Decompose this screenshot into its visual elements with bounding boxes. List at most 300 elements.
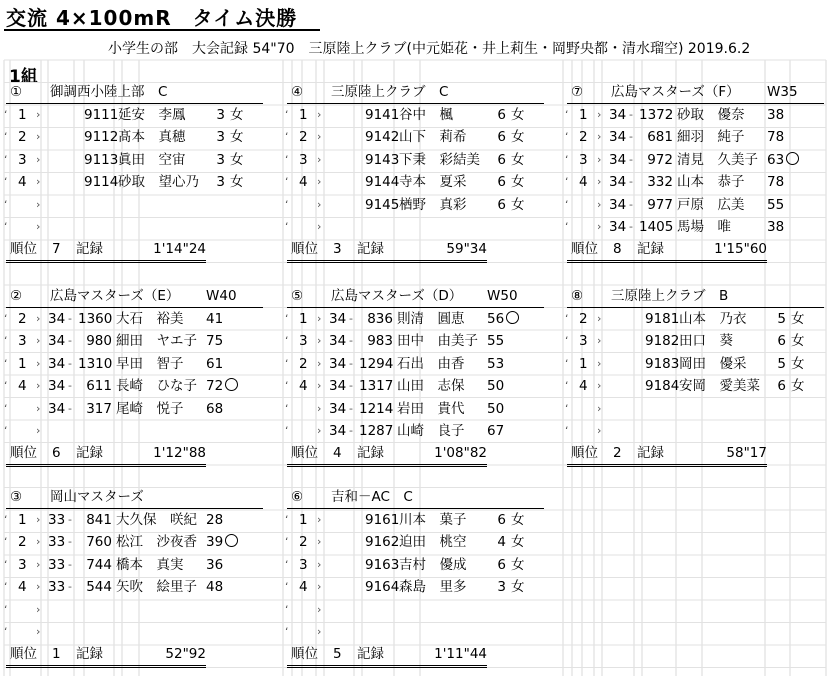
runner-grade: 6: [497, 151, 506, 168]
row-tick: ʻ: [285, 175, 289, 188]
row-tick: ʻ: [285, 334, 289, 347]
rank-label: 順位: [291, 645, 318, 662]
runner-order: 1: [18, 511, 27, 528]
row-tick: -: [629, 175, 633, 188]
runner-bib: 681: [647, 129, 673, 145]
row-tick: ›: [317, 557, 322, 571]
row-tick: -: [349, 424, 353, 437]
runner-name: 砂取 望心乃: [118, 174, 199, 190]
runner-order: 3: [299, 151, 308, 168]
record-time: 52"92: [165, 645, 206, 662]
result-double-underline: [567, 260, 767, 263]
runner-name: 砂取 優奈: [677, 106, 745, 123]
row-tick: ›: [317, 311, 322, 325]
row-tick: ›: [36, 602, 41, 616]
row-tick: ʻ: [4, 602, 8, 616]
row-tick: ʻ: [285, 401, 289, 415]
lane-number: ⑥: [291, 489, 304, 505]
row-tick: ›: [317, 379, 322, 392]
row-tick: ʻ: [4, 580, 8, 593]
runner-grade: 6: [497, 556, 506, 573]
rank-label: 順位: [291, 240, 318, 257]
runner-order: 4: [299, 174, 308, 190]
row-tick: ʻ: [565, 175, 569, 188]
runner-name: 松江 沙夜香: [116, 534, 197, 550]
row-tick: ʻ: [565, 152, 569, 166]
runner-order: 1: [299, 511, 308, 528]
runner-bib: 1287: [359, 423, 394, 439]
lane-number: ⑧: [571, 288, 584, 304]
runner-bib: 317: [86, 400, 112, 417]
row-tick: ʻ: [565, 311, 569, 325]
rank-value: 8: [613, 240, 622, 257]
row-tick: ›: [317, 197, 322, 211]
row-tick: ʻ: [4, 512, 8, 526]
runner-bib: 1310: [78, 355, 113, 372]
runner-age-group: 34: [48, 310, 66, 327]
row-tick: -: [629, 220, 633, 233]
runner-name: 川本 菓子: [399, 511, 467, 528]
runner-bib: 9162: [365, 534, 400, 550]
runner-order: 1: [299, 310, 308, 327]
row-tick: ›: [317, 152, 322, 166]
runner-order: 2: [299, 129, 308, 145]
row-tick: ›: [597, 334, 602, 347]
row-tick: -: [68, 557, 72, 571]
runner-sex: 女: [791, 310, 805, 327]
runner-bib: 9181: [645, 310, 680, 327]
runner-name: 眞田 空宙: [118, 151, 186, 168]
runner-age: 38: [767, 219, 785, 235]
runner-grade: 5: [777, 310, 786, 327]
runner-name: 大久保 咲紀: [116, 511, 197, 528]
row-tick: -: [629, 197, 633, 211]
record-label: 記録: [357, 240, 384, 257]
runner-age: 39: [206, 532, 238, 552]
record-time: 58"17: [726, 444, 767, 461]
row-tick: ʻ: [4, 424, 8, 437]
team-name: 広島マスターズ（D）: [331, 288, 463, 304]
runner-age-group: 34: [329, 378, 347, 394]
row-tick: ›: [597, 197, 602, 211]
row-tick: ›: [36, 580, 41, 593]
runner-grade: 3: [497, 579, 506, 595]
runner-name: 楢野 真彩: [399, 196, 467, 213]
runner-grade: 3: [216, 151, 225, 168]
row-tick: ›: [597, 175, 602, 188]
row-tick: ›: [36, 175, 41, 188]
runner-name: 延安 李鳳: [118, 106, 186, 123]
runner-sex: 女: [511, 579, 525, 595]
runner-order: 4: [18, 174, 27, 190]
runner-name: 大石 裕美: [116, 310, 184, 327]
runner-bib: 332: [647, 174, 673, 190]
record-label: 記録: [76, 444, 103, 461]
row-tick: ›: [317, 334, 322, 347]
age-category: W50: [487, 288, 518, 304]
runner-sex: 女: [791, 355, 805, 372]
rank-label: 順位: [571, 444, 598, 461]
runner-name: 山崎 良子: [397, 423, 465, 439]
row-tick: ›: [317, 512, 322, 526]
runner-name: 馬場 唯: [677, 219, 731, 235]
runner-order: 2: [579, 129, 588, 145]
row-tick: ʻ: [285, 197, 289, 211]
row-tick: ›: [36, 535, 41, 548]
runner-name: 谷中 楓: [399, 106, 453, 123]
runner-bib: 9143: [365, 151, 400, 168]
runner-grade: 3: [216, 174, 225, 190]
row-tick: -: [349, 311, 353, 325]
runner-name: 尾崎 悦子: [116, 400, 184, 417]
runner-grade: 5: [777, 355, 786, 372]
runner-name: 戸原 広美: [677, 196, 745, 213]
record-label: 記録: [76, 645, 103, 662]
page-title: 交流 4×100mR タイム決勝: [6, 6, 298, 30]
runner-grade: 6: [497, 196, 506, 213]
row-tick: ›: [317, 424, 322, 437]
runner-age-group: 34: [609, 174, 627, 190]
row-tick: ʻ: [4, 625, 8, 638]
runner-name: 岩田 貴代: [397, 400, 465, 417]
runner-name: 山田 志保: [397, 378, 465, 394]
row-tick: -: [68, 334, 72, 347]
runner-order: 3: [579, 333, 588, 349]
runner-name: 則清 圓恵: [397, 310, 465, 327]
runner-name: 吉村 優成: [399, 556, 467, 573]
runner-name: 矢吹 絵里子: [116, 579, 197, 595]
runner-grade: 3: [216, 106, 225, 123]
row-tick: ʻ: [285, 107, 289, 121]
row-tick: ʻ: [285, 220, 289, 233]
row-tick: ʻ: [4, 197, 8, 211]
runner-bib: 9183: [645, 355, 680, 372]
row-tick: ʻ: [4, 152, 8, 166]
runner-age-group: 34: [329, 423, 347, 439]
runner-order: 2: [299, 534, 308, 550]
row-tick: ›: [317, 602, 322, 616]
runner-bib: 841: [86, 511, 112, 528]
rank-label: 順位: [10, 645, 37, 662]
runner-age-group: 33: [48, 579, 66, 595]
runner-name: 森島 里多: [399, 579, 467, 595]
row-tick: ʻ: [4, 311, 8, 325]
row-tick: ʻ: [285, 379, 289, 392]
row-tick: ʻ: [4, 557, 8, 571]
row-tick: ʻ: [285, 602, 289, 616]
row-tick: ʻ: [4, 379, 8, 392]
row-tick: -: [349, 334, 353, 347]
result-double-underline: [287, 260, 487, 263]
runner-sex: 女: [791, 333, 805, 349]
runner-order: 3: [18, 556, 27, 573]
row-tick: -: [68, 401, 72, 415]
row-tick: ʻ: [565, 356, 569, 370]
record-time: 1'08"82: [434, 444, 487, 461]
record-time: 1'15"60: [714, 240, 767, 257]
first-time-circle-icon: [225, 534, 238, 547]
runner-bib: 9142: [365, 129, 400, 145]
runner-order: 3: [18, 151, 27, 168]
row-tick: -: [68, 311, 72, 325]
runner-sex: 女: [230, 129, 244, 145]
team-name: 広島マスターズ（F）: [611, 84, 740, 100]
runner-order: 2: [18, 310, 27, 327]
record-time: 1'11"44: [434, 645, 487, 662]
runner-age: 75: [206, 333, 224, 349]
row-tick: ʻ: [285, 512, 289, 526]
runner-age-group: 34: [48, 355, 66, 372]
team-name: 吉和－AC C: [331, 489, 413, 505]
row-tick: ʻ: [565, 220, 569, 233]
runner-age: 48: [206, 579, 224, 595]
row-tick: ›: [36, 197, 41, 211]
record-label: 記録: [637, 444, 664, 461]
runner-sex: 女: [511, 151, 525, 168]
record-time: 1'14"24: [153, 240, 206, 257]
rank-label: 順位: [291, 444, 318, 461]
runner-name: 長崎 ひな子: [116, 378, 197, 394]
runner-bib: 1405: [639, 219, 674, 235]
runner-sex: 女: [511, 511, 525, 528]
runner-name: 山本 恭子: [677, 174, 745, 190]
runner-order: 3: [18, 333, 27, 349]
row-tick: ʻ: [4, 401, 8, 415]
record-time: 1'12"88: [153, 444, 206, 461]
runner-sex: 女: [511, 106, 525, 123]
row-tick: ʻ: [285, 356, 289, 370]
first-time-circle-icon: [225, 378, 238, 391]
runner-age: 53: [487, 355, 505, 372]
row-tick: ›: [597, 152, 602, 166]
runner-name: 迫田 桃空: [399, 534, 467, 550]
rank-label: 順位: [10, 240, 37, 257]
runner-bib: 9164: [365, 579, 400, 595]
runner-age-group: 34: [48, 400, 66, 417]
runner-sex: 女: [511, 174, 525, 190]
runner-bib: 9141: [365, 106, 400, 123]
result-double-underline: [6, 665, 206, 668]
lane-number: ①: [10, 84, 23, 100]
runner-age: 28: [206, 511, 224, 528]
row-tick: -: [629, 152, 633, 166]
runner-grade: 3: [216, 129, 225, 145]
runner-age: 36: [206, 556, 224, 573]
age-category: W40: [206, 288, 237, 304]
row-tick: ʻ: [285, 130, 289, 143]
runner-name: 細田 ヤエ子: [116, 333, 197, 349]
runner-grade: 6: [497, 106, 506, 123]
runner-name: 山下 莉希: [399, 129, 467, 145]
runner-sex: 女: [511, 196, 525, 213]
row-tick: ›: [597, 356, 602, 370]
row-tick: -: [68, 356, 72, 370]
row-tick: ›: [36, 625, 41, 638]
row-tick: ›: [36, 220, 41, 233]
row-tick: ›: [597, 401, 602, 415]
meet-record-line: 小学生の部 大会記録 54"70 三原陸上クラブ(中元姫花・井上莉生・岡野央都・清水瑠空) 2019.6.2: [108, 41, 751, 57]
runner-bib: 544: [86, 579, 112, 595]
runner-age-group: 34: [329, 310, 347, 327]
team-name: 三原陸上クラブ B: [611, 288, 729, 304]
runner-order: 1: [579, 355, 588, 372]
row-tick: ›: [597, 424, 602, 437]
row-tick: ʻ: [565, 334, 569, 347]
runner-name: 細羽 純子: [677, 129, 745, 145]
runner-name: 安岡 愛美菜: [679, 378, 760, 394]
row-tick: ʻ: [565, 379, 569, 392]
lane-number: ⑤: [291, 288, 304, 304]
row-tick: -: [68, 512, 72, 526]
runner-order: 2: [18, 129, 27, 145]
runner-name: 山本 乃衣: [679, 310, 747, 327]
team-name: 岡山マスターズ: [50, 489, 144, 505]
runner-bib: 980: [86, 333, 112, 349]
row-tick: ›: [36, 356, 41, 370]
runner-name: 下秉 彩結美: [399, 151, 480, 168]
row-tick: ʻ: [565, 197, 569, 211]
row-tick: ›: [597, 130, 602, 143]
runner-bib: 9184: [645, 378, 680, 394]
row-tick: ›: [317, 535, 322, 548]
rank-value: 3: [333, 240, 342, 257]
runner-name: 田口 葵: [679, 333, 733, 349]
rank-label: 順位: [10, 444, 37, 461]
rank-value: 1: [52, 645, 61, 662]
result-double-underline: [6, 260, 206, 263]
runner-sex: 女: [230, 151, 244, 168]
row-tick: ›: [36, 379, 41, 392]
runner-order: 2: [18, 534, 27, 550]
runner-order: 2: [299, 355, 308, 372]
runner-name: 寺本 夏采: [399, 174, 467, 190]
runner-bib: 9163: [365, 556, 400, 573]
runner-age: 61: [206, 355, 224, 372]
runner-order: 4: [579, 378, 588, 394]
row-tick: ›: [36, 107, 41, 121]
row-tick: ʻ: [285, 152, 289, 166]
row-tick: ʻ: [565, 401, 569, 415]
rank-value: 6: [52, 444, 61, 461]
result-double-underline: [567, 464, 767, 467]
runner-age-group: 34: [609, 219, 627, 235]
row-tick: ʻ: [285, 535, 289, 548]
runner-sex: 女: [511, 534, 525, 550]
runner-bib: 9114: [84, 174, 119, 190]
runner-age-group: 34: [609, 129, 627, 145]
runner-bib: 9145: [365, 196, 400, 213]
row-tick: -: [349, 401, 353, 415]
row-tick: ʻ: [285, 311, 289, 325]
row-tick: ›: [317, 220, 322, 233]
runner-bib: 9111: [84, 106, 119, 123]
age-category: W35: [767, 84, 798, 100]
row-tick: ›: [317, 130, 322, 143]
runner-age-group: 34: [329, 355, 347, 372]
result-double-underline: [6, 464, 206, 467]
runner-name: 髙本 真穂: [118, 129, 186, 145]
runner-age-group: 34: [48, 378, 66, 394]
runner-age-group: 34: [329, 400, 347, 417]
runner-order: 1: [579, 106, 588, 123]
row-tick: ›: [597, 311, 602, 325]
runner-age-group: 33: [48, 556, 66, 573]
runner-age: 63: [767, 150, 799, 170]
runner-name: 岡田 優采: [679, 355, 747, 372]
runner-age: 41: [206, 310, 224, 327]
row-tick: ›: [317, 356, 322, 370]
row-tick: -: [68, 535, 72, 548]
runner-name: 橋本 真実: [116, 556, 184, 573]
row-tick: ʻ: [565, 424, 569, 437]
row-tick: -: [629, 107, 633, 121]
row-tick: ›: [597, 107, 602, 121]
runner-grade: 6: [497, 129, 506, 145]
runner-age-group: 34: [609, 106, 627, 123]
runner-name: 石出 由香: [397, 355, 465, 372]
runner-age-group: 33: [48, 534, 66, 550]
lane-number: ④: [291, 84, 304, 100]
runner-bib: 760: [86, 534, 112, 550]
runner-age: 50: [487, 378, 505, 394]
runner-age-group: 34: [329, 333, 347, 349]
runner-order: 3: [299, 333, 308, 349]
runner-age: 68: [206, 400, 224, 417]
team-name: 御調西小陸上部 C: [50, 84, 168, 100]
result-double-underline: [287, 464, 487, 467]
row-tick: ›: [36, 334, 41, 347]
runner-sex: 女: [511, 556, 525, 573]
record-label: 記録: [357, 444, 384, 461]
runner-age: 55: [767, 196, 785, 213]
runner-sex: 女: [230, 106, 244, 123]
runner-order: 2: [579, 310, 588, 327]
row-tick: ›: [317, 625, 322, 638]
row-tick: ›: [597, 379, 602, 392]
runner-bib: 1317: [359, 378, 394, 394]
row-tick: ›: [36, 152, 41, 166]
runner-age-group: 34: [609, 151, 627, 168]
row-tick: ʻ: [565, 107, 569, 121]
runner-order: 1: [18, 355, 27, 372]
runner-grade: 6: [777, 378, 786, 394]
row-tick: ʻ: [565, 130, 569, 143]
row-tick: -: [68, 580, 72, 593]
row-tick: ›: [36, 512, 41, 526]
runner-bib: 611: [86, 378, 112, 394]
row-tick: -: [68, 379, 72, 392]
row-tick: ʻ: [285, 580, 289, 593]
row-tick: ʻ: [4, 130, 8, 143]
runner-sex: 女: [791, 378, 805, 394]
runner-bib: 9182: [645, 333, 680, 349]
row-tick: ʻ: [4, 220, 8, 233]
row-tick: ›: [36, 311, 41, 325]
runner-bib: 1372: [639, 106, 674, 123]
runner-sex: 女: [511, 129, 525, 145]
rank-value: 4: [333, 444, 342, 461]
rank-label: 順位: [571, 240, 598, 257]
runner-bib: 9161: [365, 511, 400, 528]
runner-order: 4: [299, 579, 308, 595]
runner-age: 78: [767, 174, 785, 190]
rank-value: 5: [333, 645, 342, 662]
runner-grade: 4: [497, 534, 506, 550]
runner-bib: 9144: [365, 174, 400, 190]
runner-age: 50: [487, 400, 505, 417]
runner-bib: 744: [86, 556, 112, 573]
runner-bib: 9112: [84, 129, 119, 145]
